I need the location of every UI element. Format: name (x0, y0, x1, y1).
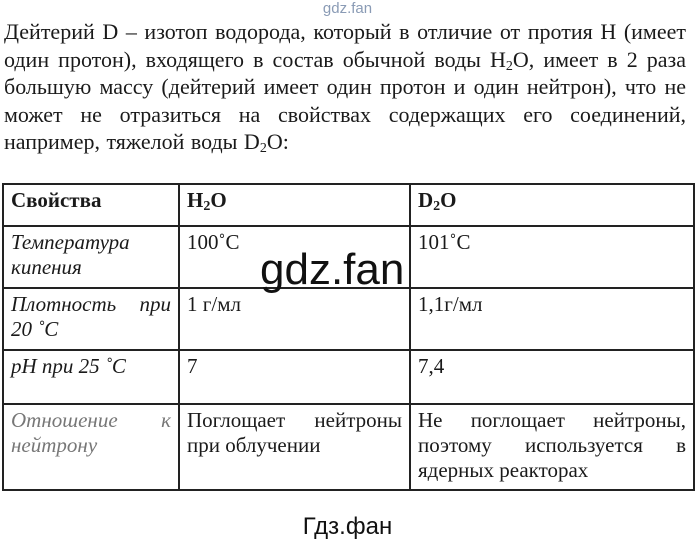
intro-line-5 (4, 128, 686, 156)
cell-property: pH при 25 ˚C (3, 350, 179, 404)
table-row (3, 288, 694, 350)
intro-line-2 (4, 46, 686, 74)
watermark-bottom: Гдз.фан (302, 513, 393, 540)
cell-property: Температура кипения (3, 226, 179, 288)
cell-property: Плотность при 20 ˚C (3, 288, 179, 350)
header-h2o: $H_2O$ (179, 184, 410, 226)
cell-h2o: 1 г/мл (179, 288, 410, 350)
subscript: 2 (259, 141, 267, 156)
properties-table (2, 183, 695, 491)
intro-line-1: Дейтерий D – изотоп водорода, который в отличие от протия H (имеет (4, 19, 686, 44)
header-property: Свойства (3, 184, 179, 226)
cell-h2o: 100˚C (179, 226, 410, 288)
intro-line-4: может не отразиться на свойствах содержащих его соединений, (4, 101, 686, 127)
header-d2o: $D_2O$ (410, 184, 694, 226)
cell-d2o: 1,1г/мл (410, 288, 694, 350)
intro-line-2-text: один протон), входящего в состав обычной воды H (4, 46, 506, 72)
table-header-row (3, 184, 694, 226)
table-row (3, 404, 694, 490)
cell-d2o: 101˚C (410, 226, 694, 288)
watermark-middle: gdz.fan (260, 245, 405, 294)
table-row (3, 350, 694, 404)
cell-d2o: 7,4 (410, 350, 694, 404)
intro-paragraph (4, 18, 686, 156)
subscript: 2 (505, 58, 513, 74)
watermark-top: gdz.fan (322, 0, 373, 17)
cell-property: Отношение к нейтрону (3, 404, 179, 490)
cell-d2o: Не поглощает нейтроны, поэтому используется в ядерных реакторах (410, 404, 694, 490)
intro-line-5-text: например, тяжелой воды D (4, 129, 260, 154)
cell-h2o: Поглощает нейтроны при облучении (179, 404, 410, 490)
intro-line-5-tail: O: (266, 129, 289, 154)
intro-line-2-tail: O, имеет в 2 раза (512, 46, 686, 72)
cell-h2o: 7 (179, 350, 410, 404)
intro-line-3: большую массу (дейтерий имеет один протон и один нейтрон), что не (4, 74, 686, 99)
